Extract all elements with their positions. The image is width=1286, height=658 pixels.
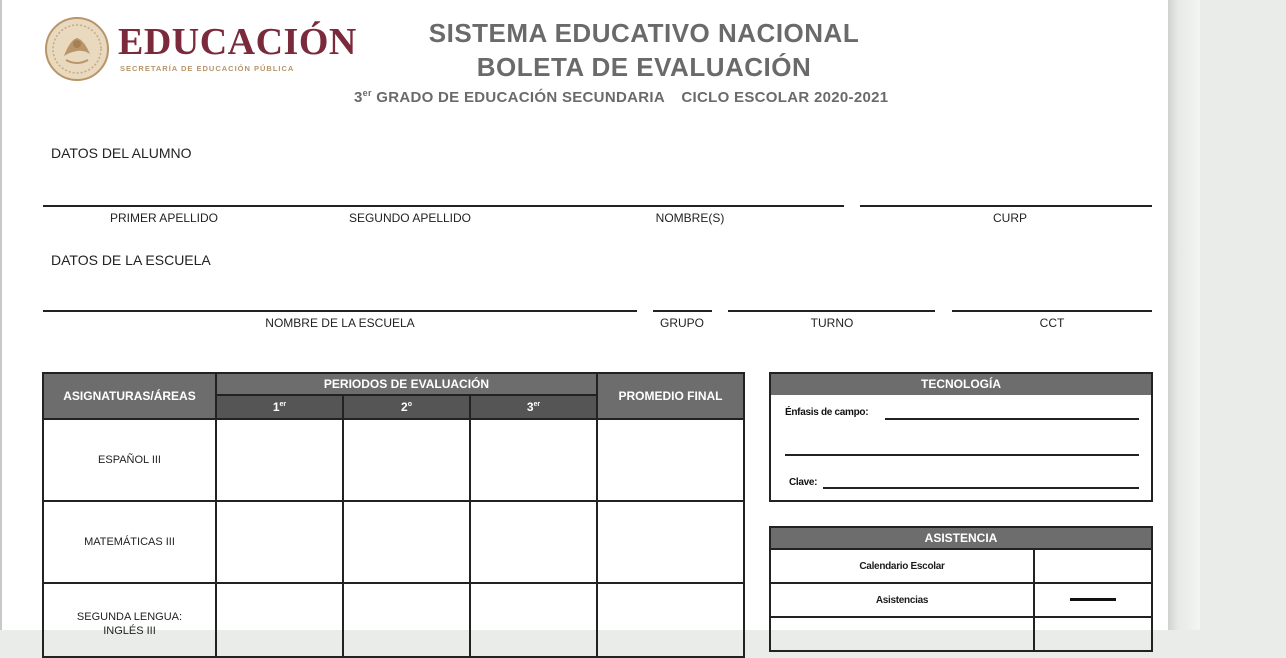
shift-label: TURNO xyxy=(810,316,854,330)
period-2-header: 2$^o$ xyxy=(343,395,470,419)
grade-text: GRADO DE EDUCACIÓN SECUNDARIA xyxy=(376,89,665,106)
attendance-table xyxy=(769,526,1153,652)
final-average-header: PROMEDIO FINAL xyxy=(597,373,744,419)
cycle-label: CICLO ESCOLAR xyxy=(681,89,810,106)
table-row xyxy=(770,549,1152,583)
empty-cell xyxy=(770,617,1034,651)
group-label: GRUPO xyxy=(659,316,704,330)
grade-cell[interactable] xyxy=(470,501,597,583)
curp-label: CURP xyxy=(992,211,1027,225)
grade-cell[interactable] xyxy=(343,583,470,657)
second-surname-label: SEGUNDO APELLIDO xyxy=(348,211,472,225)
brand-subtitle: SECRETARÍA DE EDUCACIÓN PÚBLICA xyxy=(120,64,295,73)
subjects-header: ASIGNATURAS/ÁREAS xyxy=(43,373,216,419)
calendar-label: Calendario Escolar xyxy=(770,549,1034,583)
table-row xyxy=(770,583,1152,617)
cct-label: CCT xyxy=(1039,316,1065,330)
periods-header: PERIODOS DE EVALUACIÓN xyxy=(216,373,597,395)
system-title: SISTEMA EDUCATIVO NACIONAL xyxy=(428,18,860,48)
grade-cell[interactable] xyxy=(470,419,597,501)
grade-cell[interactable] xyxy=(216,419,343,501)
final-grade-cell[interactable] xyxy=(597,501,744,583)
curp-line[interactable] xyxy=(860,205,1152,207)
grade-cell[interactable] xyxy=(216,583,343,657)
first-surname-label: PRIMER APELLIDO xyxy=(109,211,219,225)
subject-name: ESPAÑOL III xyxy=(43,419,216,501)
background-edge xyxy=(1168,0,1200,630)
table-row xyxy=(43,419,744,501)
attendance-value-cell[interactable] xyxy=(1034,583,1152,617)
emphasis-label: Énfasis de campo: xyxy=(785,407,869,418)
school-section-title: DATOS DE LA ESCUELA xyxy=(51,252,211,268)
table-row xyxy=(43,583,744,657)
grade-cycle-line xyxy=(354,88,888,106)
key-label: Clave: xyxy=(789,477,818,488)
grade-suffix: er xyxy=(362,88,372,98)
document-title: BOLETA DE EVALUACIÓN xyxy=(476,52,812,82)
final-grade-cell[interactable] xyxy=(597,583,744,657)
cycle-value: 2020-2021 xyxy=(813,89,889,106)
student-section-title: DATOS DEL ALUMNO xyxy=(51,145,192,161)
shift-line[interactable] xyxy=(728,310,935,312)
names-label: NOMBRE(S) xyxy=(655,211,725,225)
table-row xyxy=(770,617,1152,651)
grades-table xyxy=(42,372,745,658)
key-line[interactable] xyxy=(823,487,1139,489)
period-1-header: 1er xyxy=(216,395,343,419)
school-name-label: NOMBRE DE LA ESCUELA xyxy=(265,316,415,330)
attendance-label: Asistencias xyxy=(770,583,1034,617)
period-3-header: 3er xyxy=(470,395,597,419)
grade-cell[interactable] xyxy=(343,419,470,501)
subject-name: SEGUNDA LENGUA: INGLÉS III xyxy=(43,583,216,657)
technology-box xyxy=(769,372,1153,502)
grade-number: 3 xyxy=(354,89,363,106)
grade-cell[interactable] xyxy=(216,501,343,583)
attendance-header: ASISTENCIA xyxy=(770,527,1152,549)
empty-cell[interactable] xyxy=(1034,617,1152,651)
grade-cell[interactable] xyxy=(470,583,597,657)
group-line[interactable] xyxy=(653,310,712,312)
final-grade-cell[interactable] xyxy=(597,419,744,501)
cct-line[interactable] xyxy=(952,310,1152,312)
dash-mark xyxy=(1070,598,1116,601)
emphasis-line-2[interactable] xyxy=(785,454,1139,456)
school-name-line[interactable] xyxy=(43,310,637,312)
student-name-line[interactable] xyxy=(43,205,844,207)
emphasis-line[interactable] xyxy=(885,418,1139,420)
subject-name: MATEMÁTICAS III xyxy=(43,501,216,583)
grade-cell[interactable] xyxy=(343,501,470,583)
table-row xyxy=(43,501,744,583)
calendar-value-cell[interactable] xyxy=(1034,549,1152,583)
brand-title: EDUCACIÓN xyxy=(118,21,357,63)
technology-header: TECNOLOGÍA xyxy=(771,374,1151,395)
